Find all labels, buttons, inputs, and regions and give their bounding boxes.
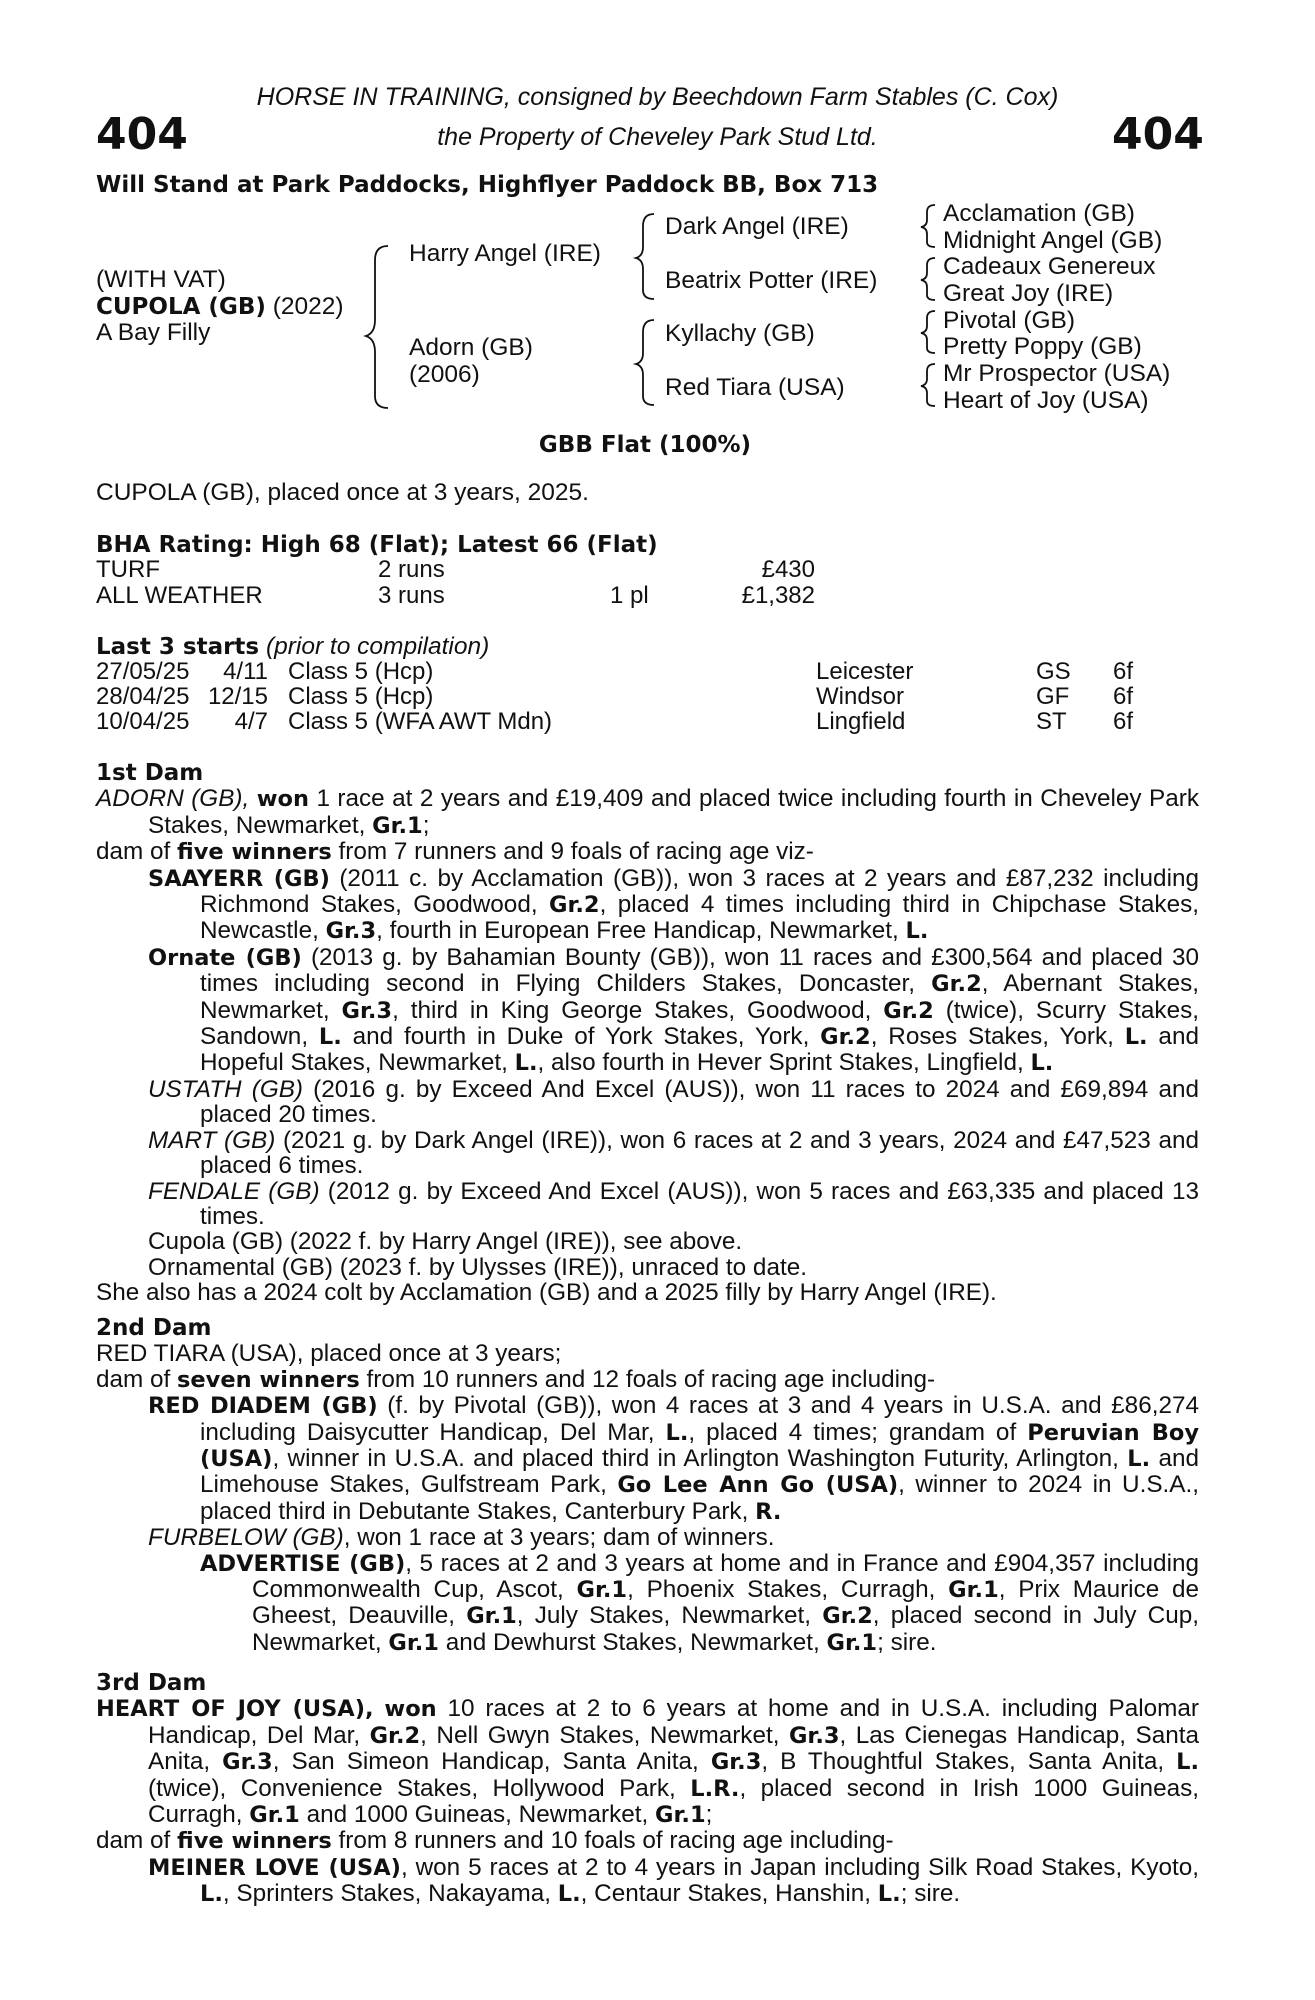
text-run: ; sire.	[877, 1628, 937, 1656]
text-run: Gr.2	[883, 997, 934, 1024]
text-run: , Las Cienegas Handicap, Santa Anita,	[148, 1721, 1199, 1776]
text-run: and Hopeful Stakes, Newmarket,	[200, 1023, 1199, 1077]
ancestor-6: Pretty Poppy (GB)	[943, 333, 1142, 360]
text-run: dam of	[96, 838, 178, 866]
text-run: R.	[755, 1498, 782, 1525]
text-run: FURBELOW (GB)	[148, 1524, 344, 1552]
text-run: Go Lee Ann Go (USA)	[617, 1472, 899, 1499]
red-diadem-entry	[148, 1393, 1199, 1525]
text-run: five winners	[177, 1828, 332, 1855]
text-run: , Abernant Stakes, Newmarket,	[200, 970, 1199, 1024]
first-dam-also: She also has a 2024 colt by Acclamation (GB) and a 2025 filly by Harry Angel (IRE).	[96, 1279, 997, 1307]
text-run: ;	[705, 1801, 713, 1829]
ancestor-5: Pivotal (GB)	[943, 307, 1076, 334]
start-distance: 6f	[1113, 683, 1134, 710]
start-going: GS	[1036, 658, 1071, 685]
last-starts-heading	[96, 634, 489, 660]
text-run: , Sprinters Stakes, Nakayama,	[222, 1880, 558, 1908]
adorn-entry	[96, 786, 1199, 839]
meiner-love-entry	[148, 1855, 1199, 1908]
turf-label: TURF	[96, 556, 160, 583]
text-run: (prior to compilation)	[265, 633, 490, 660]
start-position: 12/15	[207, 683, 268, 710]
text-run: MEINER LOVE (USA)	[148, 1854, 401, 1881]
text-run: and fourth in Duke of York Stakes, York,	[341, 1023, 821, 1051]
text-run: (2011 c. by Acclamation (GB)), won 3 races at 2 years and £87,232 including Richmond Stakes, Goodwood,	[200, 864, 1199, 919]
start-going: GF	[1036, 683, 1070, 710]
second-dam-heading: 2nd Dam	[96, 1315, 212, 1341]
text-run: , 5 races at 2 and 3 years at home and in France and £904,357 including Commonwealth Cup, Ascot,	[252, 1549, 1199, 1604]
sire-dam: Beatrix Potter (IRE)	[665, 267, 878, 294]
start-race: Class 5 (Hcp)	[288, 658, 434, 685]
third-dam-section	[96, 1671, 1199, 1908]
text-run: L.	[665, 1419, 689, 1446]
text-run: Gr.3	[341, 997, 393, 1024]
text-run: Gr.1	[655, 1802, 706, 1829]
race-summary: CUPOLA (GB), placed once at 3 years, 2025.	[96, 479, 589, 506]
text-run: , fourth in European Free Handicap, Newmarket,	[376, 917, 906, 945]
start-course: Leicester	[816, 658, 914, 685]
text-run: (2012 g. by Exceed And Excel (AUS)), won 5 races and £63,335 and placed 13 times.	[200, 1177, 1199, 1230]
text-run: (twice), Convenience Stakes, Hollywood Park,	[148, 1774, 691, 1802]
text-run: , winner to 2024 in U.S.A., placed third in Debutante Stakes, Canterbury Park,	[200, 1471, 1200, 1525]
advertise-entry	[200, 1551, 1199, 1657]
text-run: ; sire.	[900, 1880, 961, 1908]
text-run: L.R.	[690, 1775, 740, 1802]
ancestor-3: Cadeaux Genereux	[943, 253, 1156, 280]
second-dam-produce	[96, 1367, 1199, 1393]
fendale-entry	[148, 1179, 1199, 1230]
ancestor-8: Heart of Joy (USA)	[943, 387, 1149, 414]
text-run: RED DIADEM (GB)	[148, 1393, 378, 1420]
text-run: , July Stakes, Newmarket,	[516, 1602, 823, 1630]
bha-rating: BHA Rating: High 68 (Flat); Latest 66 (Flat)	[96, 532, 658, 558]
text-run: 1 race at 2 years and £19,409 and placed twice including fourth in Cheveley Park Stakes, Newmarket,	[148, 785, 1199, 839]
text-run: Gr.2	[822, 1603, 873, 1630]
text-run: Gr.2	[369, 1722, 421, 1749]
text-run: , also fourth in Hever Sprint Stakes, Lingfield,	[537, 1049, 1031, 1077]
start-course: Windsor	[816, 683, 905, 710]
text-run: won	[256, 786, 309, 813]
third-dam-heading: 3rd Dam	[96, 1670, 207, 1696]
text-run: , Prix Maurice de Gheest, Deauville,	[252, 1576, 1199, 1630]
ornate-entry	[148, 945, 1199, 1077]
text-run: Gr.1	[948, 1577, 999, 1604]
text-run: , placed 4 times; grandam of	[688, 1418, 1028, 1446]
lot-number-right: 404	[1112, 109, 1204, 160]
ancestor-7: Mr Prospector (USA)	[943, 360, 1171, 387]
text-run: Gr.1	[249, 1802, 300, 1829]
sire-sire: Dark Angel (IRE)	[665, 213, 849, 240]
gbb-status: GBB Flat (100%)	[538, 432, 752, 458]
text-run: ADVERTISE (GB)	[200, 1550, 406, 1577]
text-run: seven winners	[177, 1366, 360, 1393]
turf-runs: 2 runs	[378, 556, 445, 583]
start-date: 10/04/25	[96, 708, 190, 735]
red-tiara-entry: RED TIARA (USA), placed once at 3 years;	[96, 1340, 562, 1368]
vat-note: (WITH VAT)	[96, 266, 226, 293]
text-run: L.	[514, 1050, 538, 1077]
text-run: L.	[200, 1881, 223, 1908]
text-run: L.	[877, 1881, 901, 1908]
lot-number-left: 404	[96, 109, 188, 160]
text-run: , third in King George Stakes, Goodwood,	[392, 996, 884, 1024]
text-run: SAAYERR (GB)	[148, 865, 330, 892]
text-run: Gr.2	[820, 1024, 871, 1051]
property-line: the Property of Cheveley Park Stud Ltd.	[437, 123, 878, 151]
text-run: and Limehouse Stakes, Gulfstream Park,	[200, 1445, 1199, 1499]
text-run: L.	[557, 1881, 581, 1908]
text-run: dam of	[96, 1365, 178, 1393]
text-run: from 8 runners and 10 foals of racing age including-	[331, 1827, 894, 1855]
ustath-entry	[148, 1077, 1199, 1128]
text-run: from 10 runners and 12 foals of racing age including-	[359, 1365, 936, 1393]
text-run: from 7 runners and 9 foals of racing age viz-	[331, 838, 814, 866]
text-run: (twice), Scurry Stakes, Sandown,	[200, 996, 1199, 1051]
text-run: , San Simeon Handicap, Santa Anita,	[272, 1748, 711, 1776]
text-run: Gr.1	[372, 812, 423, 839]
text-run: , placed second in July Cup, Newmarket,	[252, 1602, 1200, 1656]
text-run: FENDALE (GB)	[148, 1177, 320, 1205]
text-run: dam of	[96, 1827, 178, 1855]
horse-name: CUPOLA (GB)	[96, 294, 266, 320]
text-run: , Roses Stakes, York,	[870, 1023, 1125, 1051]
aw-runs: 3 runs	[378, 582, 445, 609]
heart-of-joy-entry	[96, 1696, 1199, 1828]
turf-prize: £430	[761, 556, 815, 583]
text-run: 10 races at 2 to 6 years at home and in U.S.A. including Palomar Handicap, Del Mar,	[148, 1695, 1200, 1749]
cupola-entry: Cupola (GB) (2022 f. by Harry Angel (IRE)), see above.	[148, 1228, 743, 1256]
text-run: Gr.3	[325, 918, 377, 945]
text-run: Gr.1	[576, 1577, 628, 1604]
start-date: 27/05/25	[96, 658, 190, 685]
text-run: , B Thoughtful Stakes, Santa Anita,	[761, 1748, 1177, 1776]
aw-label: ALL WEATHER	[96, 582, 263, 609]
text-run: Gr.1	[466, 1603, 517, 1630]
text-run: Last 3 starts	[96, 634, 260, 660]
start-distance: 6f	[1113, 708, 1134, 735]
consignor-line: HORSE IN TRAINING, consigned by Beechdown Farm Stables (C. Cox)	[256, 83, 1059, 111]
text-run: Ornate (GB)	[148, 944, 302, 971]
start-date: 28/04/25	[96, 683, 190, 710]
text-run: five winners	[177, 839, 332, 866]
text-run: ;	[422, 811, 430, 839]
text-run: (2013 g. by Bahamian Bounty (GB)), won 11 races and £300,564 and placed 30 times including second in Flying Childers Stakes, Doncaster,	[200, 943, 1199, 998]
first-dam-section	[96, 761, 1199, 1306]
text-run: (f. by Pivotal (GB)), won 4 races at 3 and 4 years in U.S.A. and £86,274 including Daisycutter Handicap, Del Mar,	[200, 1392, 1199, 1446]
text-run: Gr.2	[931, 971, 982, 998]
text-run: Gr.3	[222, 1749, 273, 1776]
furbelow-entry	[148, 1525, 1199, 1550]
third-dam-produce	[96, 1828, 1199, 1854]
text-run: and 1000 Guineas, Newmarket,	[299, 1801, 656, 1829]
text-run: , won 1 race at 3 years; dam of winners.	[343, 1524, 775, 1552]
text-run: Gr.3	[788, 1722, 840, 1749]
start-going: ST	[1036, 708, 1067, 735]
text-run: ADORN (GB),	[96, 785, 250, 813]
text-run: Gr.3	[710, 1749, 762, 1776]
mart-entry	[148, 1128, 1199, 1179]
text-run: , Centaur Stakes, Hanshin,	[580, 1880, 878, 1908]
start-position: 4/7	[234, 708, 268, 735]
dam-dam: Red Tiara (USA)	[665, 374, 845, 401]
start-position: 4/11	[223, 658, 268, 685]
first-dam-produce	[96, 839, 1199, 865]
aw-placed: 1 pl	[610, 582, 649, 609]
text-run: (2016 g. by Exceed And Excel (AUS)), won 11 races to 2024 and £69,894 and placed 20 times.	[200, 1075, 1199, 1129]
text-run: , Phoenix Stakes, Curragh,	[627, 1576, 949, 1604]
horse-year: (2022)	[272, 293, 344, 320]
start-race: Class 5 (WFA AWT Mdn)	[288, 708, 553, 735]
start-race: Class 5 (Hcp)	[288, 683, 434, 710]
text-run: L.	[905, 918, 929, 945]
text-run: Gr.1	[388, 1629, 439, 1656]
first-dam-heading: 1st Dam	[96, 760, 204, 786]
text-run: MART (GB)	[148, 1126, 276, 1154]
text-run: , placed second in Irish 1000 Guineas, Curragh,	[148, 1774, 1199, 1829]
text-run: L.	[318, 1024, 342, 1051]
text-run: Gr.1	[826, 1629, 878, 1656]
text-run: , won 5 races at 2 to 4 years in Japan including Silk Road Stakes, Kyoto,	[400, 1853, 1199, 1881]
dam-sire: Kyllachy (GB)	[665, 320, 815, 347]
text-run: and Dewhurst Stakes, Newmarket,	[438, 1628, 827, 1656]
text-run: , winner in U.S.A. and placed third in Arlington Washington Futurity, Arlington,	[272, 1445, 1128, 1473]
text-run: L.	[1030, 1050, 1054, 1077]
start-course: Lingfield	[816, 708, 906, 735]
text-run: (2021 g. by Dark Angel (IRE)), won 6 races at 2 and 3 years, 2024 and £47,523 and placed 6 times.	[200, 1126, 1199, 1180]
text-run: , Nell Gwyn Stakes, Newmarket,	[420, 1721, 789, 1749]
ornamental-entry: Ornamental (GB) (2023 f. by Ulysses (IRE)), unraced to date.	[148, 1253, 807, 1281]
text-run: L.	[1127, 1446, 1151, 1473]
text-run: L.	[1176, 1749, 1199, 1776]
text-run: , placed 4 times including third in Chipchase Stakes, Newcastle,	[200, 891, 1199, 945]
text-run: USTATH (GB)	[148, 1075, 304, 1103]
text-run: won	[384, 1696, 437, 1723]
text-run: Peruvian Boy (USA)	[200, 1419, 1199, 1473]
sire: Harry Angel (IRE)	[409, 240, 601, 267]
dam-year: (2006)	[409, 361, 480, 388]
saayerr-entry	[148, 866, 1199, 945]
ancestor-4: Great Joy (IRE)	[943, 280, 1114, 307]
text-run: HEART OF JOY (USA),	[96, 1696, 374, 1723]
dam: Adorn (GB)	[409, 334, 533, 361]
start-distance: 6f	[1113, 658, 1134, 685]
stand-location: Will Stand at Park Paddocks, Highflyer Paddock BB, Box 713	[96, 172, 879, 198]
horse-description: A Bay Filly	[96, 319, 211, 346]
ancestor-1: Acclamation (GB)	[943, 200, 1135, 227]
ancestor-2: Midnight Angel (GB)	[943, 227, 1163, 254]
second-dam-section	[96, 1316, 1199, 1656]
text-run: L.	[1124, 1024, 1148, 1051]
text-run: Gr.2	[549, 892, 600, 919]
aw-prize: £1,382	[741, 582, 815, 609]
